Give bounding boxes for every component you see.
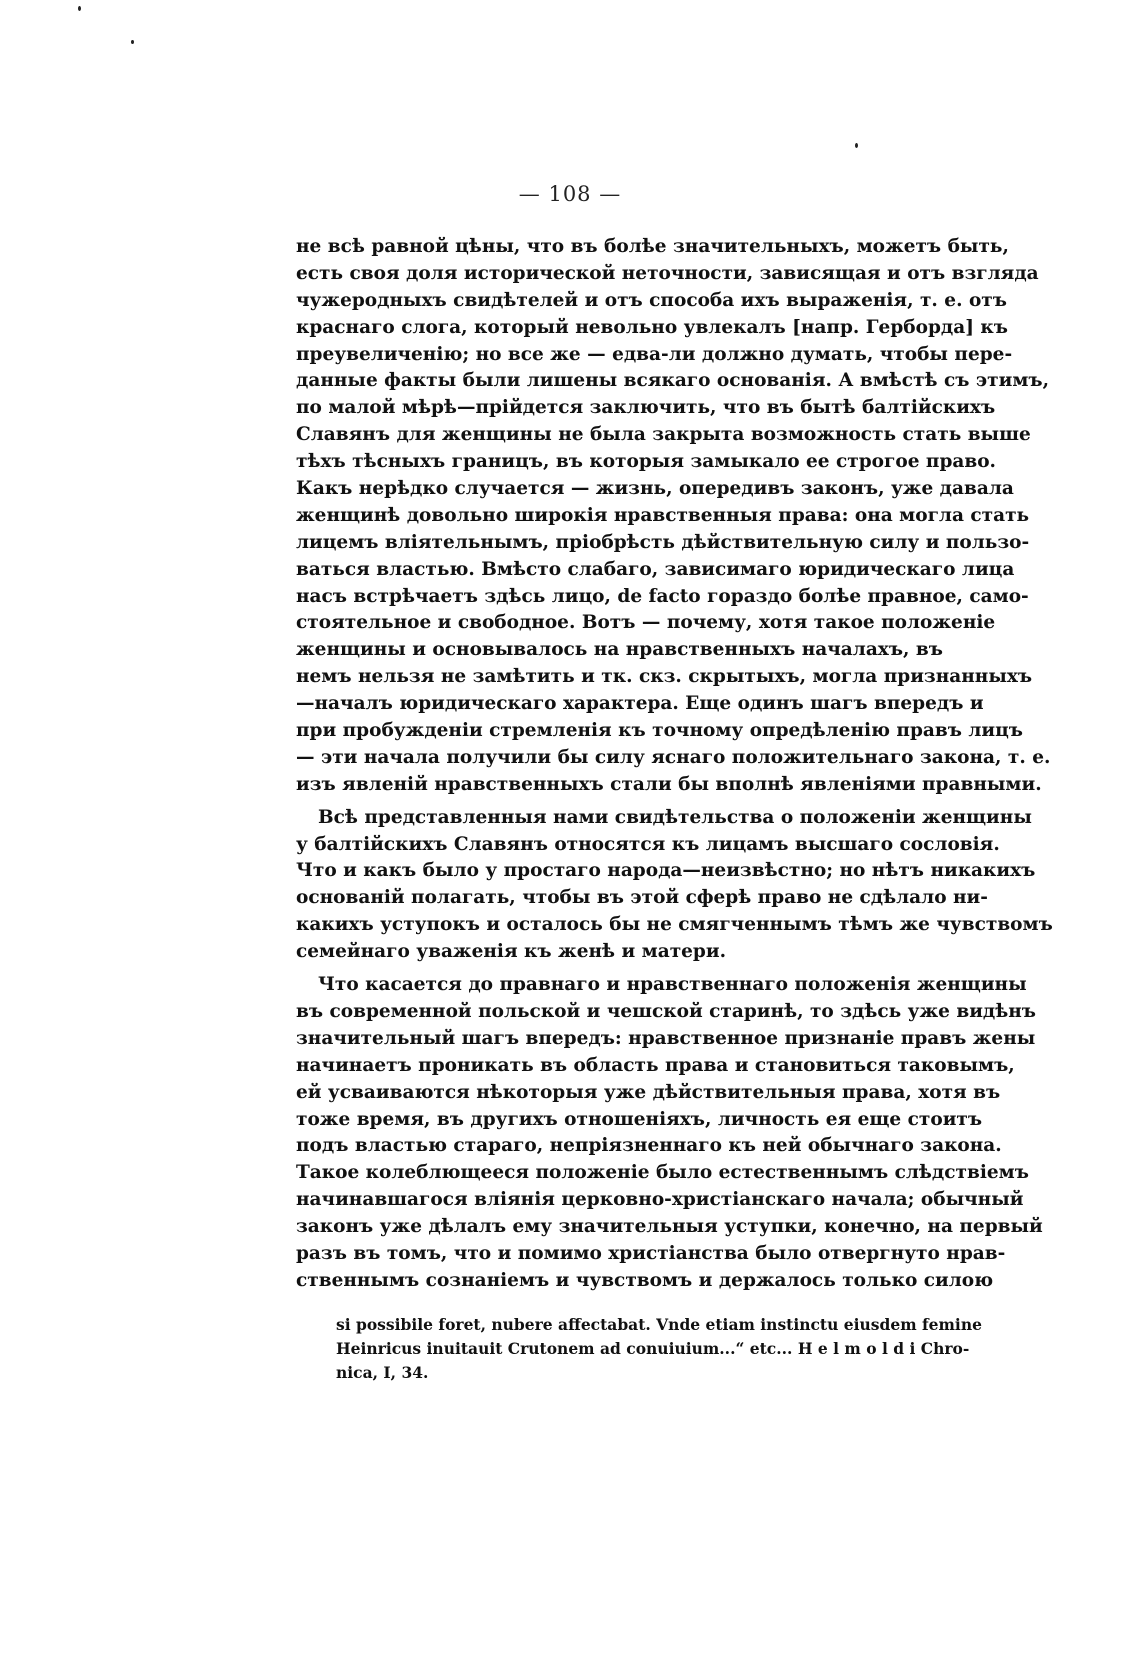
text-line: тѣхъ тѣсныхъ границъ, въ которыя замыкало ее строгое право. [296, 451, 997, 473]
scan-speck [131, 40, 134, 44]
text-line: женщины и основывалось на нравственныхъ началахъ, въ [296, 639, 943, 661]
text-line: начинаетъ проникать въ область права и становиться таковымъ, [296, 1054, 1015, 1076]
text-line: насъ встрѣчаетъ здѣсь лицо, de facto гораздо болѣе правное, само- [296, 585, 1029, 607]
text-line: женщинѣ довольно широкія нравственныя права: она могла стать [296, 504, 1030, 526]
text-line: данные факты были лишены всякаго основанія. А вмѣстѣ съ этимъ, [296, 370, 1050, 392]
paragraph-1 [296, 234, 1051, 799]
text-line: Какъ нерѣдко случается — жизнь, опередивъ законъ, уже давала [296, 478, 1014, 500]
text-line: не всѣ равной цѣны, что въ болѣе значительныхъ, можетъ быть, [296, 236, 1009, 257]
footnote-line: nica, I, 34. [336, 1363, 429, 1382]
text-line: стоятельное и свободное. Вотъ — почему, хотя такое положеніе [296, 612, 996, 634]
text-line: семейнаго уваженія къ женѣ и матери. [296, 941, 727, 963]
text-line: чужеродныхъ свидѣтелей и отъ способа ихъ выраженія, т. е. отъ [296, 289, 1007, 311]
text-line: —началъ юридическаго характера. Еще одинъ шагъ впередъ и [296, 693, 984, 715]
text-line: краснаго слога, который невольно увлекалъ [напр. Герборда] къ [296, 316, 1008, 338]
paragraph-3 [296, 972, 1043, 1295]
text-line: какихъ уступокъ и осталось бы не смягченнымъ тѣмъ же чувствомъ [296, 914, 1053, 936]
text-line: — эти начала получили бы силу яснаго положительнаго закона, т. е. [296, 746, 1051, 768]
text-line: Всѣ представленныя нами свидѣтельства о положеніи женщины [318, 806, 1032, 828]
text-line: тоже время, въ другихъ отношеніяхъ, личность ея еще стоитъ [296, 1108, 983, 1130]
text-line: значительный шагъ впередъ: нравственное признаніе правъ жены [296, 1027, 1036, 1049]
text-line: у балтійскихъ Славянъ относятся къ лицамъ высшаго сословія. [296, 833, 1000, 855]
text-line: законъ уже дѣлалъ ему значительныя уступки, конечно, на первый [296, 1216, 1043, 1238]
paragraph-2 [296, 805, 1053, 966]
text-line: Славянъ для женщины не была закрыта возможность стать выше [296, 424, 1031, 446]
text-line: Такое колеблющееся положеніе было естественнымъ слѣдствіемъ [296, 1162, 1029, 1184]
text-line: ственнымъ сознаніемъ и чувствомъ и держалось только силою [296, 1269, 994, 1291]
text-line: разъ въ томъ, что и помимо христіанства было отвергнуто нрав- [296, 1242, 1006, 1264]
main-text [296, 234, 1053, 1295]
text-line: въ современной польской и чешской старинѣ, то здѣсь уже видѣнъ [296, 1000, 1036, 1022]
page-number: — 108 — [518, 182, 622, 206]
text-line: Что касается до правнаго и нравственнаго положенія женщины [318, 974, 1027, 996]
text-line: при пробужденіи стремленія къ точному опредѣленію правъ лицъ [296, 720, 1024, 742]
text-line: есть своя доля исторической неточности, зависящая и отъ взгляда [296, 262, 1039, 284]
scan-speck [855, 143, 858, 148]
footnote-line: si possibile foret, nubere affectabat. Vnde etiam instinctu eiusdem femine [336, 1315, 982, 1334]
text-line: немъ нельзя не замѣтить и тк. скз. скрытыхъ, могла признанныхъ [296, 666, 1033, 688]
text-line: Что и какъ было у простаго народа—неизвѣстно; но нѣтъ никакихъ [296, 860, 1036, 882]
text-line: основаній полагать, чтобы въ этой сферѣ право не сдѣлало ни- [296, 887, 988, 909]
text-line: начинавшагося вліянія церковно-христіанскаго начала; обычный [296, 1189, 1024, 1211]
footnote-line: Heinricus inuitauit Crutonem ad conuiuium...“ etc... H e l m o l d i Chro- [336, 1339, 970, 1358]
footnote [336, 1313, 982, 1385]
scan-speck [78, 6, 81, 11]
text-line: преувеличенію; но все же — едва-ли должно думать, чтобы пере- [296, 343, 1013, 365]
text-line: ей усваиваются нѣкоторыя уже дѣйствительныя права, хотя въ [296, 1081, 1001, 1103]
text-line: изъ явленій нравственныхъ стали бы вполнѣ явленіями правными. [296, 773, 1042, 795]
text-line: по малой мѣрѣ—прійдется заключить, что въ бытѣ балтійскихъ [296, 397, 996, 419]
text-line: подъ властью стараго, непріязненнаго къ ней обычнаго закона. [296, 1135, 1002, 1157]
text-line: лицемъ вліятельнымъ, пріобрѣсть дѣйствительную силу и пользо- [296, 531, 1030, 553]
text-line: ваться властью. Вмѣсто слабаго, зависимаго юридическаго лица [296, 558, 1015, 580]
